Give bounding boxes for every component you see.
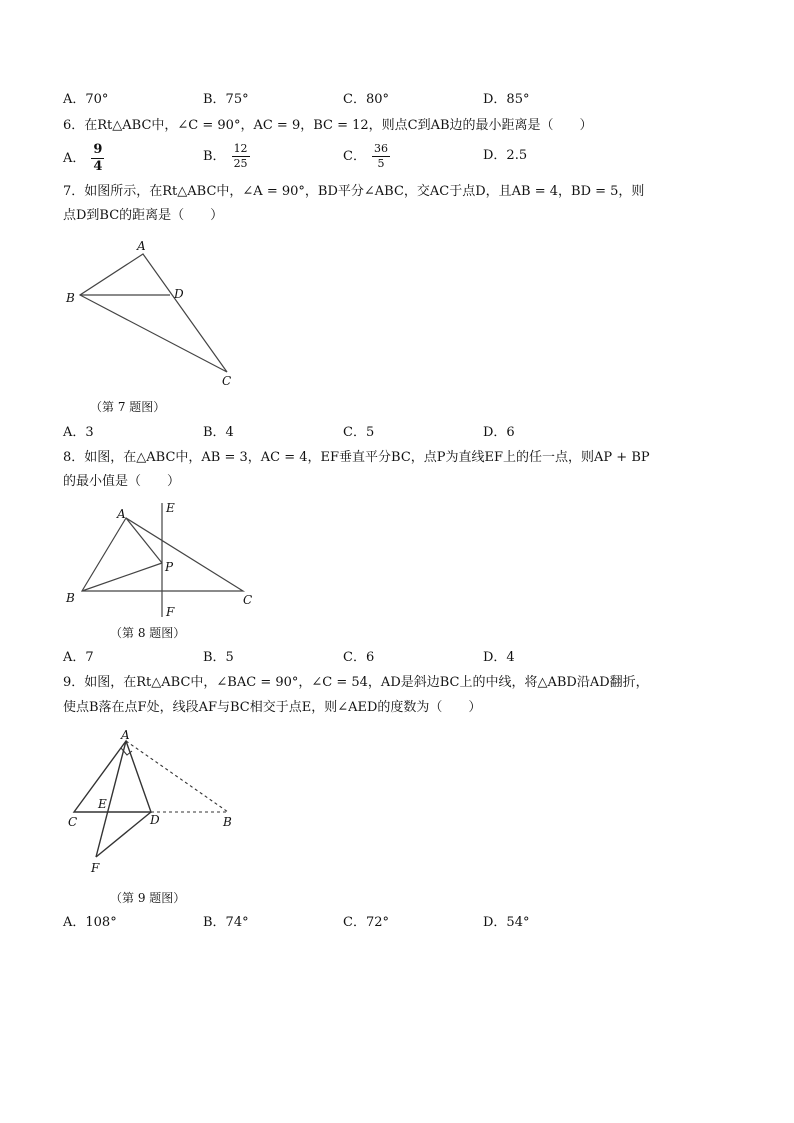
- q8-stem-line2: 的最小值是（ ）: [63, 474, 181, 489]
- q9-stem-line2: 使点B落在点F处，线段AF与BC相交于点E，则∠AED的度数为（ ）: [63, 700, 482, 715]
- q6-option-a-numerator: 9: [93, 142, 103, 157]
- q6-option-a-label: A．: [63, 151, 86, 166]
- q6-option-a-denominator: 4: [93, 159, 103, 174]
- q7-label-b: B: [66, 291, 75, 305]
- q7-label-c: C: [222, 374, 232, 388]
- q7-stem-line1: 7．如图所示，在Rt△ABC中，∠A = 90°，BD平分∠ABC，交AC于点D，且AB = 4，BD = 5，则: [63, 184, 645, 199]
- q8-label-e: E: [166, 501, 175, 515]
- q6-option-b-numerator: 12: [233, 142, 248, 155]
- q7-stem-line2: 点D到BC的距离是（ ）: [63, 208, 224, 223]
- q5-option-d: D．85°: [483, 92, 530, 107]
- q5-option-c: C．80°: [343, 92, 389, 107]
- q5-option-a: A．70°: [63, 92, 109, 107]
- q6-option-b-denominator: 25: [233, 157, 248, 170]
- q9-option-b: B．74°: [203, 915, 249, 930]
- q9-stem-line1: 9．如图，在Rt△ABC中，∠BAC = 90°，∠C = 54，AD是斜边BC上的中线，将△ABD沿AD翻折，: [63, 675, 649, 690]
- q9-option-a: A．108°: [63, 915, 117, 930]
- q7-label-d: D: [174, 287, 184, 301]
- q6-option-d: D．2.5: [483, 148, 528, 163]
- q9-caption: （第 9 题图）: [110, 891, 186, 905]
- q7-option-d: D．6: [483, 425, 515, 440]
- q8-label-b: B: [66, 591, 75, 605]
- q8-label-p: P: [165, 560, 174, 574]
- q8-option-a: A．7: [63, 650, 94, 665]
- q8-caption: （第 8 题图）: [110, 626, 186, 640]
- q8-label-f: F: [166, 605, 175, 619]
- q7-option-b: B．4: [203, 425, 234, 440]
- q5-option-b: B．75°: [203, 92, 249, 107]
- q8-option-d: D．4: [483, 650, 515, 665]
- q7-label-a: A: [137, 239, 146, 253]
- q9-label-e: E: [98, 797, 107, 811]
- q9-option-d: D．54°: [483, 915, 530, 930]
- q8-label-c: C: [243, 593, 253, 607]
- q6-option-c-label: C．: [343, 149, 366, 164]
- q8-label-a: A: [117, 507, 126, 521]
- q9-option-c: C．72°: [343, 915, 389, 930]
- q9-label-f: F: [91, 861, 100, 875]
- q9-label-d: D: [150, 813, 160, 827]
- q6-option-c-denominator: 5: [377, 157, 385, 170]
- q7-option-a: A．3: [63, 425, 94, 440]
- q7-caption: （第 7 题图）: [90, 400, 166, 414]
- q9-label-a: A: [121, 728, 130, 742]
- q8-option-c: C．6: [343, 650, 375, 665]
- q8-option-b: B．5: [203, 650, 234, 665]
- q6-stem: 6．在Rt△ABC中，∠C = 90°，AC = 9，BC = 12，则点C到AB边的最小距离是（ ）: [63, 118, 593, 133]
- q9-label-b: B: [223, 815, 232, 829]
- q8-stem-line1: 8．如图，在△ABC中，AB = 3，AC = 4，EF垂直平分BC，点P为直线EF上的任一点，则AP + BP: [63, 450, 650, 465]
- q7-option-c: C．5: [343, 425, 375, 440]
- q6-option-b-label: B．: [203, 149, 226, 164]
- q9-label-c: C: [68, 815, 78, 829]
- q6-option-c-numerator: 36: [373, 142, 388, 155]
